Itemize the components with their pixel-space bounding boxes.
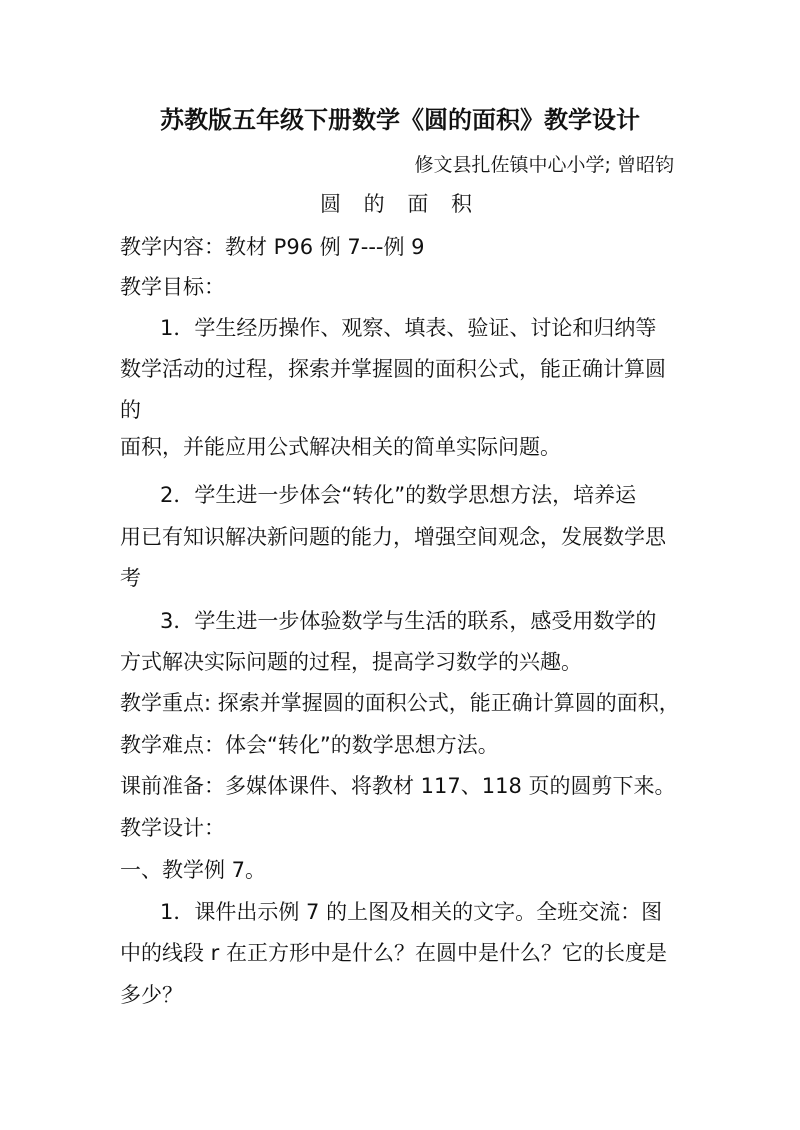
difficult-point-line: 教学难点：体会“转化”的数学思想方法。 <box>120 733 499 757</box>
goal-2-line-3: 考 <box>120 566 141 590</box>
goal-2-line-2: 用已有知识解决新问题的能力，增强空间观念，发展数学思 <box>120 525 666 549</box>
step-1-line-2: 中的线段 r 在正方形中是什么？在圆中是什么？它的长度是 <box>120 941 667 965</box>
preparation-line: 课前准备：多媒体课件、将教材 117、118 页的圆剪下来。 <box>120 774 676 798</box>
key-point-line: 教学重点: 探索并掌握圆的面积公式，能正确计算圆的面积， <box>120 691 680 715</box>
goal-2-line-1: 2．学生进一步体会“转化”的数学思想方法，培养运 <box>160 483 637 507</box>
teaching-content-line: 教学内容：教材 P96 例 7---例 9 <box>120 235 425 259</box>
step-1-line-1: 1．课件出示例 7 的上图及相关的文字。全班交流：图 <box>160 900 663 924</box>
goal-3-line-1: 3．学生进一步体验数学与生活的联系，感受用数学的 <box>160 609 657 633</box>
goal-3-line-2: 方式解决实际问题的过程，提高学习数学的兴趣。 <box>120 650 582 674</box>
teaching-goals-heading: 教学目标： <box>120 275 225 299</box>
goal-1-line-3: 的 <box>120 398 141 422</box>
author-line: 修文县扎佐镇中心小学; 曾昭钧 <box>414 154 674 176</box>
teaching-design-heading: 教学设计： <box>120 816 225 840</box>
goal-1-line-4: 面积，并能应用公式解决相关的简单实际问题。 <box>120 435 561 459</box>
document-title: 苏教版五年级下册数学《圆的面积》教学设计 <box>160 105 640 134</box>
example-7-heading: 一、教学例 7。 <box>120 858 267 882</box>
goal-1-line-2: 数学活动的过程，探索并掌握圆的面积公式，能正确计算圆 <box>120 357 666 381</box>
step-1-line-3: 多少？ <box>120 983 183 1007</box>
goal-1-line-1: 1．学生经历操作、观察、填表、验证、讨论和归纳等 <box>160 316 657 340</box>
section-title: 圆 的 面 积 <box>319 192 481 216</box>
